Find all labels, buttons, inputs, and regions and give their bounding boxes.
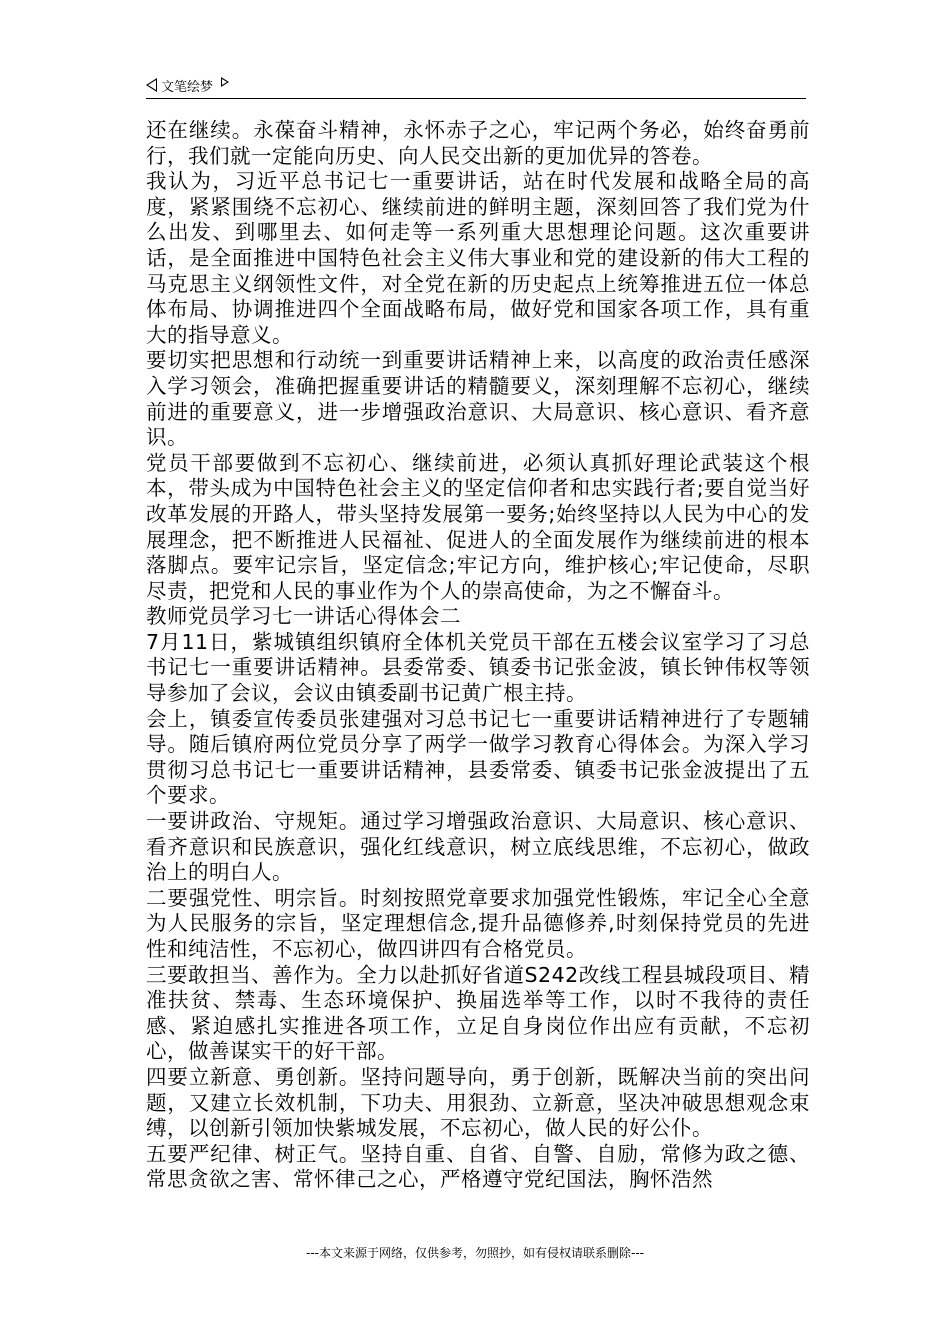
footer-note: ---本文来源于网络，仅供参考，勿照抄，如有侵权请联系删除--- [306,1246,644,1260]
right-triangle-icon [221,77,229,87]
paragraph: 会上，镇委宣传委员张建强对习总书记七一重要讲话精神进行了专题辅导。随后镇府两位党员分享了两学一做学习教育心得体会。为深入学习贯彻习总书记七一重要讲话精神，县委常委、镇委书记张金波提出了五个要求。 [146,706,810,808]
header-brand: 文笔绘梦 [161,79,214,95]
header-divider [146,98,806,99]
paragraph: 要切实把思想和行动统一到重要讲话精神上来，以高度的政治责任感深入学习领会，准确把握重要讲话的精髓要义，深刻理解不忘初心，继续前进的重要意义，进一步增强政治意识、大局意识、核心意识、看齐意识。 [146,348,810,450]
paragraph: 四要立新意、勇创新。坚持问题导向，勇于创新，既解决当前的突出问题，又建立长效机制，下功夫、用狠劲、立新意，坚决冲破思想观念束缚，以创新引领加快紫城发展，不忘初心，做人民的好公仆。 [146,1064,810,1141]
paragraph: 党员干部要做到不忘初心、继续前进，必须认真抓好理论武装这个根本，带头成为中国特色社会主义的坚定信仰者和忠实践行者;要自觉当好改革发展的开路人，带头坚持发展第一要务;始终坚持以人民为中心的发展理念，把不断推进人民福祉、促进人的全面发展作为继续前进的根本落脚点。要牢记宗旨，坚定信念;牢记方向，维护核心;牢记使命，尽职尽责，把党和人民的事业作为个人的崇高使命，为之不懈奋斗。 [146,450,810,603]
paragraph: 7月11日，紫城镇组织镇府全体机关党员干部在五楼会议室学习了习总书记七一重要讲话精神。县委常委、镇委书记张金波，镇长钟伟权等领导参加了会议，会议由镇委副书记黄广根主持。 [146,629,810,706]
paragraph: 五要严纪律、树正气。坚持自重、自省、自警、自励，常修为政之德、常思贪欲之害、常怀律己之心，严格遵守党纪国法，胸怀浩然 [146,1141,810,1192]
paragraph: 我认为，习近平总书记七一重要讲话，站在时代发展和战略全局的高度，紧紧围绕不忘初心、继续前进的鲜明主题，深刻回答了我们党为什么出发、到哪里去、如何走等一系列重大思想理论问题。这次重要讲话，是全面推进中国特色社会主义伟大事业和党的建设新的伟大工程的马克思主义纲领性文件，对全党在新的历史起点上统筹推进五位一体总体布局、协调推进四个全面战略布局，做好党和国家各项工作，具有重大的指导意义。 [146,169,810,347]
paragraph: 三要敢担当、善作为。全力以赴抓好省道S242改线工程县城段项目、精准扶贫、禁毒、生态环境保护、换届选举等工作，以时不我待的责任感、紧迫感扎实推进各项工作，立足自身岗位作出应有贡献，不忘初心，做善谋实干的好干部。 [146,962,810,1064]
section-heading: 教师党员学习七一讲话心得体会二 [146,604,461,629]
paragraph: 一要讲政治、守规矩。通过学习增强政治意识、大局意识、核心意识、看齐意识和民族意识，强化红线意识，树立底线思维，不忘初心，做政治上的明白人。 [146,809,810,885]
document-body [146,118,810,1193]
page-header [146,74,806,96]
paragraph: 二要强党性、明宗旨。时刻按照党章要求加强党性锻炼，牢记全心全意为人民服务的宗旨，坚定理想信念,提升品德修养,时刻保持党员的先进性和纯洁性，不忘初心，做四讲四有合格党员。 [146,885,810,961]
paragraph: 还在继续。永葆奋斗精神，永怀赤子之心，牢记两个务必，始终奋勇前行，我们就一定能向历史、向人民交出新的更加优异的答卷。 [146,118,810,168]
left-triangle-icon [146,78,157,92]
